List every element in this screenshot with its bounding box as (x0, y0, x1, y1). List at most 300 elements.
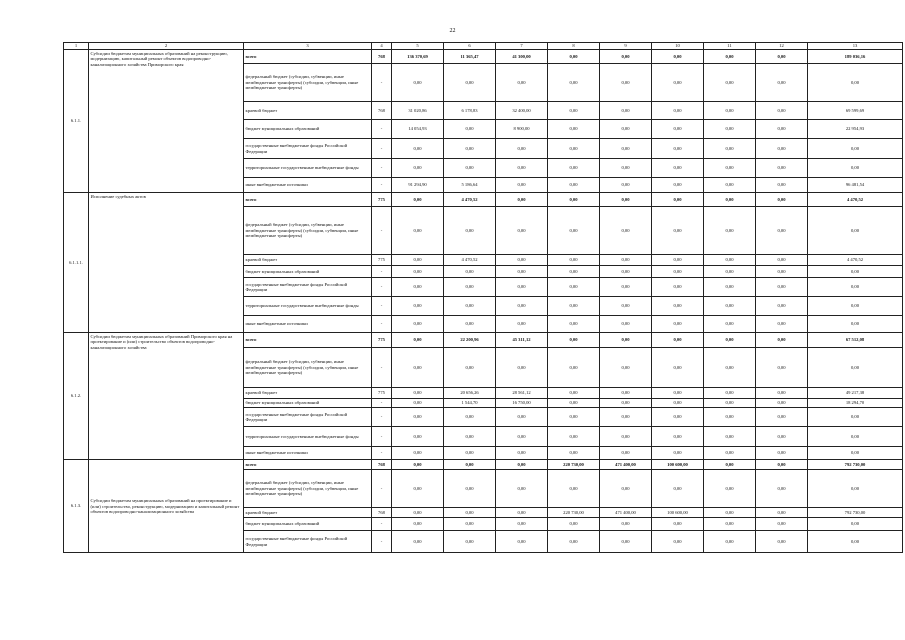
amount-cell: 67 512,08 (808, 333, 903, 348)
amount-cell: 0,00 (548, 64, 600, 102)
amount-cell: 0,00 (444, 447, 496, 460)
amount-cell: 0,00 (600, 399, 652, 408)
funding-source: всего (244, 333, 372, 348)
amount-cell: 0,00 (392, 255, 444, 266)
amount-cell: 0,00 (756, 470, 808, 508)
section-name: Исполнение судебных актов (89, 193, 244, 333)
funding-source: всего (244, 50, 372, 64)
amount-cell: 0,00 (652, 159, 704, 178)
amount-cell: 0,00 (808, 278, 903, 297)
header-cell: 11 (704, 43, 756, 50)
amount-cell: 0,00 (496, 64, 548, 102)
amount-cell: 0,00 (392, 316, 444, 333)
section-code: 6.1.3. (64, 460, 89, 553)
amount-cell: 0,00 (496, 139, 548, 159)
amount-cell: 0,00 (496, 193, 548, 207)
amount-cell: 0,00 (704, 531, 756, 553)
amount-cell: 792 730,00 (808, 460, 903, 470)
amount-cell: 0,00 (548, 388, 600, 399)
funding-source: федеральный бюджет (субсидии, субвенции, иные межбюджетные трансферты) (субсидии, субвенции, иные межбюджетные трансферты) (244, 348, 372, 388)
amount-cell: 0,00 (392, 139, 444, 159)
funding-source: государственные внебюджетные фонды Российской Федерации (244, 408, 372, 427)
amount-cell: 20 656,26 (444, 388, 496, 399)
amount-cell: 0,00 (652, 518, 704, 531)
amount-cell: 0,00 (392, 518, 444, 531)
amount-cell: 0,00 (496, 408, 548, 427)
grbs-code: - (372, 316, 392, 333)
amount-cell: 5 186,64 (444, 178, 496, 193)
amount-cell: 0,00 (600, 388, 652, 399)
amount-cell: 4 470,52 (808, 193, 903, 207)
amount-cell: 0,00 (548, 193, 600, 207)
funding-source: краевой бюджет (244, 102, 372, 120)
funding-source: территориальные государственные внебюджетные фонды (244, 159, 372, 178)
grbs-code: 775 (372, 255, 392, 266)
amount-cell: 0,00 (756, 178, 808, 193)
amount-cell: 0,00 (704, 102, 756, 120)
amount-cell: 0,00 (392, 193, 444, 207)
amount-cell: 0,00 (548, 518, 600, 531)
grbs-code: - (372, 531, 392, 553)
amount-cell: 0,00 (548, 120, 600, 139)
amount-cell: 0,00 (652, 50, 704, 64)
amount-cell: 0,00 (444, 159, 496, 178)
grbs-code: - (372, 297, 392, 316)
amount-cell: 0,00 (808, 266, 903, 278)
amount-cell: 0,00 (600, 470, 652, 508)
table-body (64, 43, 903, 553)
funding-source: краевой бюджет (244, 388, 372, 399)
amount-cell: 0,00 (756, 399, 808, 408)
grbs-code: 775 (372, 388, 392, 399)
grbs-code: - (372, 159, 392, 178)
grbs-code: - (372, 207, 392, 255)
amount-cell: 0,00 (392, 278, 444, 297)
amount-cell: 0,00 (704, 408, 756, 427)
amount-cell: 0,00 (548, 399, 600, 408)
amount-cell: 0,00 (496, 518, 548, 531)
amount-cell: 0,00 (548, 278, 600, 297)
amount-cell: 0,00 (652, 266, 704, 278)
amount-cell: 0,00 (704, 255, 756, 266)
amount-cell: 0,00 (444, 508, 496, 518)
amount-cell: 4 470,52 (808, 255, 903, 266)
amount-cell: 41 300,00 (496, 50, 548, 64)
table-row (64, 50, 903, 64)
amount-cell: 0,00 (756, 50, 808, 64)
header-cell: 2 (89, 43, 244, 50)
amount-cell: 0,00 (548, 102, 600, 120)
amount-cell: 0,00 (548, 255, 600, 266)
header-cell: 4 (372, 43, 392, 50)
amount-cell: 0,00 (392, 207, 444, 255)
amount-cell: 0,00 (704, 399, 756, 408)
amount-cell: 0,00 (652, 399, 704, 408)
amount-cell: 91 294,90 (392, 178, 444, 193)
amount-cell: 0,00 (652, 470, 704, 508)
amount-cell: 0,00 (704, 518, 756, 531)
amount-cell: 0,00 (704, 508, 756, 518)
amount-cell: 0,00 (496, 531, 548, 553)
grbs-code: 775 (372, 193, 392, 207)
amount-cell: 0,00 (600, 120, 652, 139)
amount-cell: 0,00 (444, 120, 496, 139)
amount-cell: 0,00 (600, 178, 652, 193)
amount-cell: 0,00 (704, 427, 756, 447)
amount-cell: 0,00 (444, 64, 496, 102)
amount-cell: 0,00 (496, 207, 548, 255)
amount-cell: 0,00 (496, 316, 548, 333)
amount-cell: 1 544,70 (444, 399, 496, 408)
header-cell: 1 (64, 43, 89, 50)
funding-source: федеральный бюджет (субсидии, субвенции, иные межбюджетные трансферты) (субсидии, субвенции, иные межбюджетные трансферты) (244, 207, 372, 255)
section-code: 6.1.1.1. (64, 193, 89, 333)
amount-cell: 0,00 (652, 102, 704, 120)
amount-cell: 0,00 (808, 159, 903, 178)
amount-cell: 0,00 (652, 193, 704, 207)
amount-cell: 0,00 (756, 348, 808, 388)
amount-cell: 0,00 (548, 348, 600, 388)
amount-cell: 0,00 (652, 348, 704, 388)
amount-cell: 0,00 (756, 518, 808, 531)
grbs-code: 768 (372, 508, 392, 518)
amount-cell: 0,00 (704, 316, 756, 333)
amount-cell: 0,00 (548, 408, 600, 427)
amount-cell: 0,00 (600, 255, 652, 266)
table-row (64, 333, 903, 348)
amount-cell: 0,00 (756, 388, 808, 399)
amount-cell: 0,00 (548, 447, 600, 460)
amount-cell: 0,00 (600, 193, 652, 207)
amount-cell: 0,00 (756, 102, 808, 120)
amount-cell: 0,00 (444, 139, 496, 159)
amount-cell: 0,00 (444, 348, 496, 388)
amount-cell: 0,00 (808, 297, 903, 316)
amount-cell: 220 730,00 (548, 508, 600, 518)
amount-cell: 0,00 (496, 266, 548, 278)
amount-cell: 0,00 (600, 50, 652, 64)
amount-cell: 0,00 (548, 159, 600, 178)
section-name: Субсидии бюджетам муниципальных образований на проектирование и (или) строительство, реконструкцию, модернизацию и капитальный ремонт объектов водопроводно-канализационного хозяйства (89, 460, 244, 553)
amount-cell: 0,00 (392, 531, 444, 553)
amount-cell: 0,00 (600, 207, 652, 255)
amount-cell: 0,00 (600, 316, 652, 333)
amount-cell: 0,00 (392, 427, 444, 447)
header-cell: 8 (548, 43, 600, 50)
amount-cell: 0,00 (496, 508, 548, 518)
funding-source: иные внебюджетные источники (244, 178, 372, 193)
amount-cell: 0,00 (444, 518, 496, 531)
header-cell: 10 (652, 43, 704, 50)
grbs-code: - (372, 399, 392, 408)
funding-source: краевой бюджет (244, 508, 372, 518)
amount-cell: 0,00 (704, 193, 756, 207)
amount-cell: 0,00 (652, 139, 704, 159)
amount-cell: 100 600,00 (652, 460, 704, 470)
funding-source: иные внебюджетные источники (244, 316, 372, 333)
amount-cell: 4 470,52 (444, 193, 496, 207)
funding-source: краевой бюджет (244, 255, 372, 266)
amount-cell: 0,00 (392, 333, 444, 348)
funding-source: государственные внебюджетные фонды Российской Федерации (244, 278, 372, 297)
amount-cell: 0,00 (756, 120, 808, 139)
amount-cell: 0,00 (704, 266, 756, 278)
funding-source: всего (244, 460, 372, 470)
table-row (64, 193, 903, 207)
amount-cell: 189 036,16 (808, 50, 903, 64)
header-cell: 13 (808, 43, 903, 50)
amount-cell: 0,00 (392, 460, 444, 470)
amount-cell: 0,00 (392, 64, 444, 102)
grbs-code: 768 (372, 50, 392, 64)
amount-cell: 0,00 (704, 178, 756, 193)
grbs-code: - (372, 447, 392, 460)
amount-cell: 0,00 (652, 333, 704, 348)
grbs-code: - (372, 348, 392, 388)
funding-source: государственные внебюджетные фонды Российской Федерации (244, 531, 372, 553)
amount-cell: 0,00 (600, 159, 652, 178)
amount-cell: 0,00 (808, 447, 903, 460)
amount-cell: 0,00 (600, 278, 652, 297)
amount-cell: 792 730,00 (808, 508, 903, 518)
amount-cell: 0,00 (756, 460, 808, 470)
amount-cell: 0,00 (392, 447, 444, 460)
amount-cell: 0,00 (756, 139, 808, 159)
amount-cell: 28 561,12 (496, 388, 548, 399)
amount-cell: 0,00 (808, 316, 903, 333)
funding-source: всего (244, 193, 372, 207)
amount-cell: 0,00 (756, 316, 808, 333)
amount-cell: 0,00 (496, 297, 548, 316)
amount-cell: 0,00 (392, 408, 444, 427)
amount-cell: 0,00 (600, 518, 652, 531)
amount-cell: 0,00 (392, 159, 444, 178)
amount-cell: 0,00 (704, 120, 756, 139)
amount-cell: 0,00 (496, 470, 548, 508)
amount-cell: 100 600,00 (652, 508, 704, 518)
amount-cell: 0,00 (704, 50, 756, 64)
funding-source: территориальные государственные внебюджетные фонды (244, 427, 372, 447)
amount-cell: 0,00 (808, 139, 903, 159)
grbs-code: - (372, 278, 392, 297)
amount-cell: 0,00 (548, 139, 600, 159)
amount-cell: 0,00 (600, 447, 652, 460)
amount-cell: 0,00 (808, 470, 903, 508)
header-cell: 12 (756, 43, 808, 50)
amount-cell: 22 954,93 (808, 120, 903, 139)
amount-cell: 0,00 (444, 297, 496, 316)
amount-cell: 0,00 (496, 447, 548, 460)
grbs-code: 768 (372, 102, 392, 120)
amount-cell: 0,00 (756, 447, 808, 460)
amount-cell: 0,00 (652, 297, 704, 316)
amount-cell: 0,00 (652, 64, 704, 102)
amount-cell: 0,00 (756, 159, 808, 178)
amount-cell: 0,00 (548, 207, 600, 255)
table-row (64, 460, 903, 470)
amount-cell: 0,00 (548, 333, 600, 348)
amount-cell: 136 370,69 (392, 50, 444, 64)
amount-cell: 0,00 (808, 64, 903, 102)
funding-source: бюджет муниципальных образований (244, 266, 372, 278)
amount-cell: 69 599,69 (808, 102, 903, 120)
grbs-code: - (372, 518, 392, 531)
funding-source: территориальные государственные внебюджетные фонды (244, 297, 372, 316)
amount-cell: 0,00 (704, 460, 756, 470)
funding-source: федеральный бюджет (субсидии, субвенции, иные межбюджетные трансферты) (субсидии, субвенции, иные межбюджетные трансферты) (244, 64, 372, 102)
grbs-code: - (372, 266, 392, 278)
amount-cell: 0,00 (756, 64, 808, 102)
amount-cell: 96 481,54 (808, 178, 903, 193)
amount-cell: 0,00 (496, 278, 548, 297)
page-number: 22 (449, 28, 456, 34)
amount-cell: 0,00 (548, 50, 600, 64)
grbs-code: - (372, 427, 392, 447)
amount-cell: 0,00 (548, 531, 600, 553)
amount-cell: 0,00 (704, 64, 756, 102)
amount-cell: 0,00 (704, 470, 756, 508)
amount-cell: 471 400,00 (600, 508, 652, 518)
amount-cell: 0,00 (704, 447, 756, 460)
amount-cell: 0,00 (704, 159, 756, 178)
amount-cell: 0,00 (756, 255, 808, 266)
grbs-code: - (372, 178, 392, 193)
section-code: 6.1.2. (64, 333, 89, 460)
header-cell: 6 (444, 43, 496, 50)
amount-cell: 0,00 (600, 531, 652, 553)
amount-cell: 0,00 (808, 408, 903, 427)
amount-cell: 0,00 (548, 297, 600, 316)
amount-cell: 0,00 (444, 470, 496, 508)
amount-cell: 0,00 (496, 159, 548, 178)
amount-cell: 0,00 (808, 348, 903, 388)
grbs-code: 775 (372, 333, 392, 348)
grbs-code: - (372, 120, 392, 139)
amount-cell: 0,00 (444, 427, 496, 447)
amount-cell: 0,00 (444, 316, 496, 333)
amount-cell: 18 294,70 (808, 399, 903, 408)
amount-cell: 0,00 (652, 255, 704, 266)
amount-cell: 0,00 (756, 266, 808, 278)
amount-cell: 8 900,00 (496, 120, 548, 139)
amount-cell: 0,00 (756, 531, 808, 553)
amount-cell: 0,00 (600, 333, 652, 348)
amount-cell: 0,00 (600, 427, 652, 447)
amount-cell: 16 750,00 (496, 399, 548, 408)
amount-cell: 220 730,00 (548, 460, 600, 470)
amount-cell: 0,00 (600, 266, 652, 278)
amount-cell: 0,00 (444, 266, 496, 278)
amount-cell: 0,00 (548, 316, 600, 333)
amount-cell: 0,00 (548, 178, 600, 193)
amount-cell: 0,00 (652, 120, 704, 139)
amount-cell: 0,00 (756, 193, 808, 207)
amount-cell: 0,00 (704, 207, 756, 255)
amount-cell: 0,00 (600, 408, 652, 427)
amount-cell: 0,00 (496, 255, 548, 266)
amount-cell: 0,00 (652, 388, 704, 399)
amount-cell: 0,00 (548, 470, 600, 508)
amount-cell: 0,00 (496, 427, 548, 447)
amount-cell: 0,00 (444, 278, 496, 297)
grbs-code: - (372, 408, 392, 427)
amount-cell: 22 200,96 (444, 333, 496, 348)
header-cell: 5 (392, 43, 444, 50)
amount-cell: 0,00 (652, 207, 704, 255)
amount-cell: 0,00 (756, 333, 808, 348)
amount-cell: 6 178,83 (444, 102, 496, 120)
amount-cell: 0,00 (392, 348, 444, 388)
amount-cell: 0,00 (756, 278, 808, 297)
amount-cell: 0,00 (808, 427, 903, 447)
amount-cell: 0,00 (600, 297, 652, 316)
amount-cell: 0,00 (444, 207, 496, 255)
amount-cell: 0,00 (600, 139, 652, 159)
amount-cell: 45 311,12 (496, 333, 548, 348)
amount-cell: 0,00 (652, 447, 704, 460)
amount-cell: 0,00 (600, 102, 652, 120)
amount-cell: 0,00 (756, 207, 808, 255)
funding-source: бюджет муниципальных образований (244, 399, 372, 408)
amount-cell: 0,00 (496, 348, 548, 388)
amount-cell: 0,00 (444, 408, 496, 427)
amount-cell: 49 217,38 (808, 388, 903, 399)
amount-cell: 0,00 (756, 427, 808, 447)
funding-source: государственные внебюджетные фонды Российской Федерации (244, 139, 372, 159)
amount-cell: 0,00 (704, 388, 756, 399)
amount-cell: 0,00 (444, 531, 496, 553)
budget-table (63, 42, 903, 553)
amount-cell: 0,00 (548, 427, 600, 447)
grbs-code: - (372, 64, 392, 102)
grbs-code: - (372, 470, 392, 508)
amount-cell: 11 365,47 (444, 50, 496, 64)
amount-cell: 0,00 (756, 408, 808, 427)
amount-cell: 0,00 (652, 178, 704, 193)
amount-cell: 0,00 (392, 266, 444, 278)
section-name: Субсидии бюджетам муниципальных образований Приморского края на проектирование и (или) строительство объектов водопроводно-канализационного хозяйства (89, 333, 244, 460)
funding-source: бюджет муниципальных образований (244, 120, 372, 139)
header-row (64, 43, 903, 50)
amount-cell: 0,00 (392, 508, 444, 518)
amount-cell: 0,00 (756, 508, 808, 518)
amount-cell: 14 054,93 (392, 120, 444, 139)
amount-cell: 0,00 (392, 470, 444, 508)
amount-cell: 0,00 (392, 399, 444, 408)
funding-source: бюджет муниципальных образований (244, 518, 372, 531)
amount-cell: 0,00 (392, 388, 444, 399)
amount-cell: 0,00 (808, 518, 903, 531)
amount-cell: 0,00 (652, 316, 704, 333)
header-cell: 9 (600, 43, 652, 50)
grbs-code: - (372, 139, 392, 159)
amount-cell: 32 400,00 (496, 102, 548, 120)
amount-cell: 0,00 (808, 531, 903, 553)
amount-cell: 0,00 (496, 178, 548, 193)
funding-source: иные внебюджетные источники (244, 447, 372, 460)
amount-cell: 0,00 (444, 460, 496, 470)
funding-source: федеральный бюджет (субсидии, субвенции, иные межбюджетные трансферты) (субсидии, субвенции, иные межбюджетные трансферты) (244, 470, 372, 508)
header-cell: 3 (244, 43, 372, 50)
section-code: 6.1.1. (64, 50, 89, 193)
amount-cell: 0,00 (704, 333, 756, 348)
amount-cell: 0,00 (704, 297, 756, 316)
amount-cell: 0,00 (756, 297, 808, 316)
amount-cell: 0,00 (392, 297, 444, 316)
amount-cell: 0,00 (600, 64, 652, 102)
amount-cell: 0,00 (652, 531, 704, 553)
amount-cell: 0,00 (600, 348, 652, 388)
